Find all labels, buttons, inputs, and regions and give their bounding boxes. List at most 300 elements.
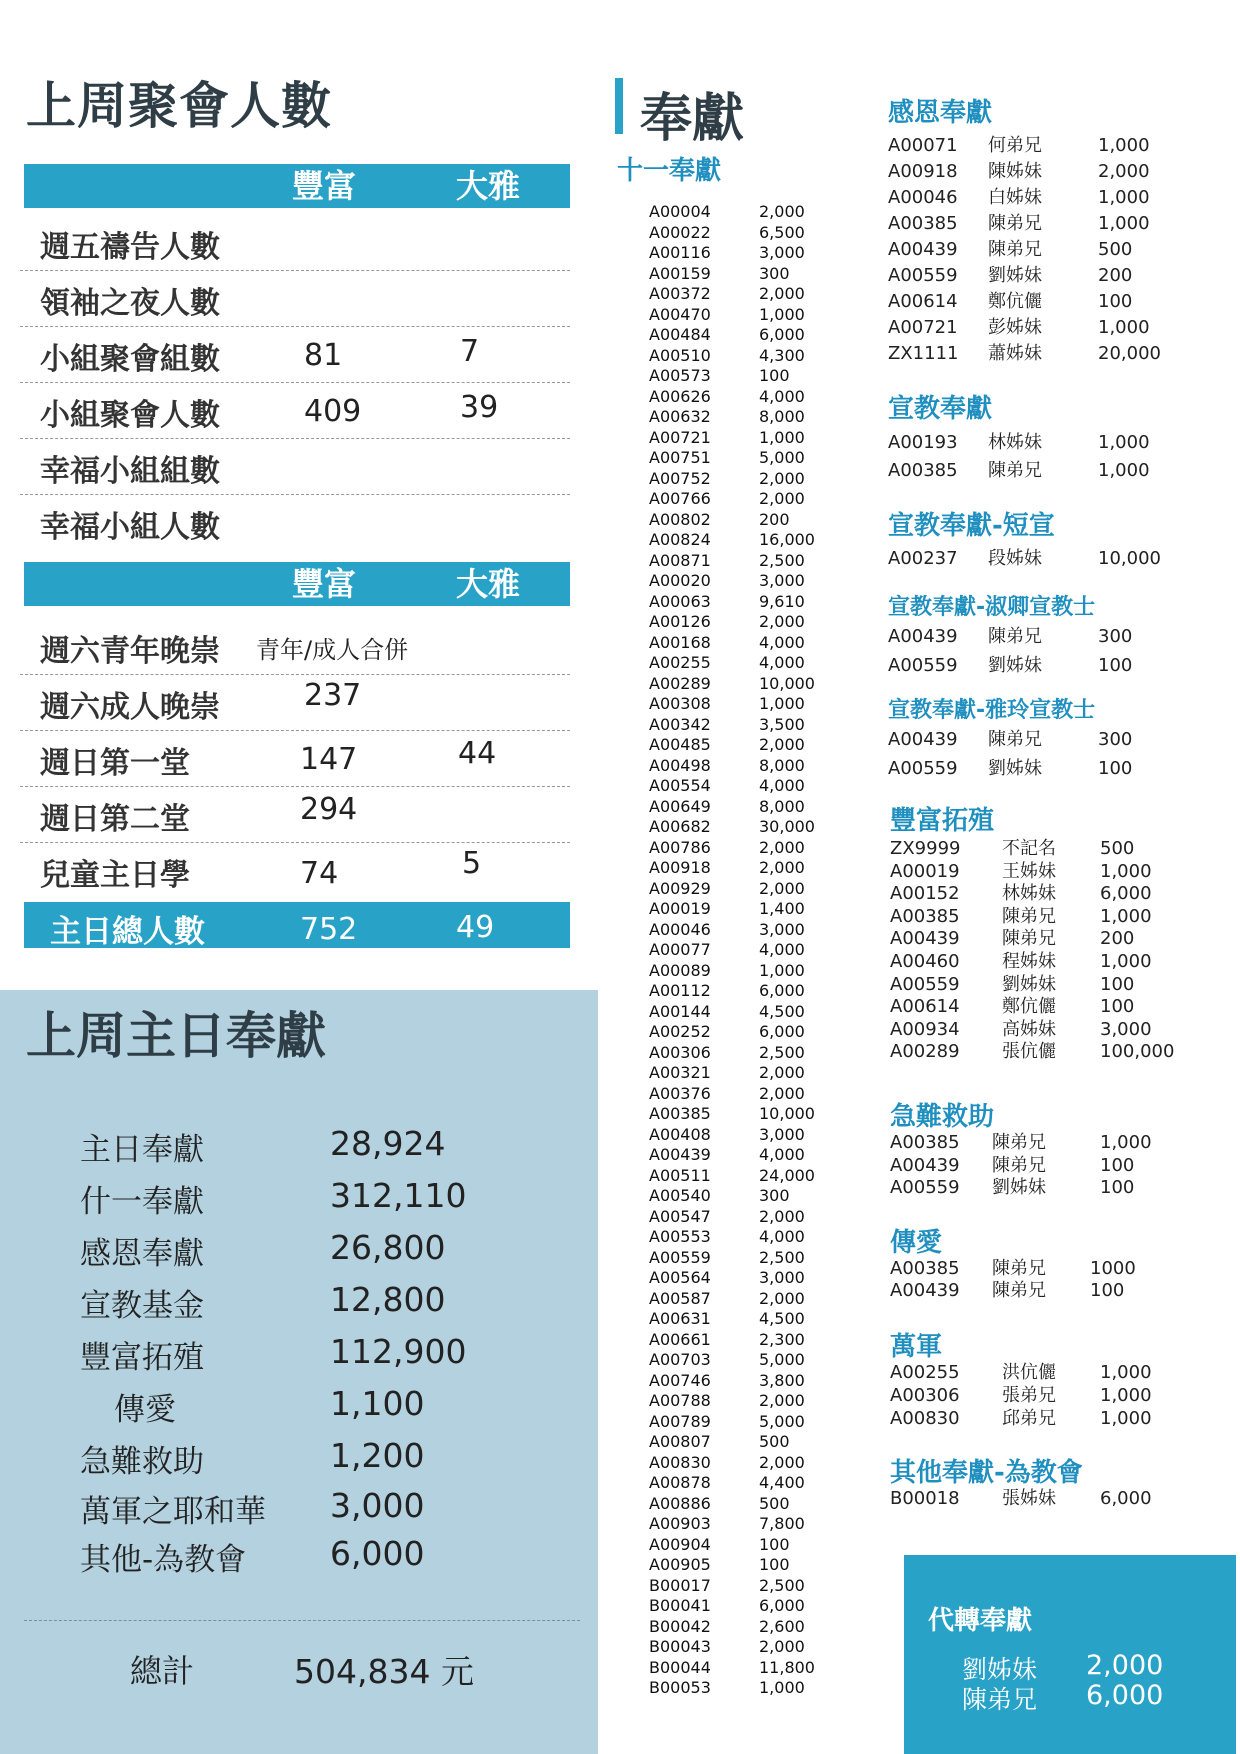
member-id: A00020: [649, 571, 711, 590]
summary-value: 1,100: [330, 1384, 425, 1423]
row-label: 週六成人晚崇: [40, 690, 220, 725]
summary-value: 6,000: [330, 1534, 425, 1573]
member-id: A00511: [649, 1165, 711, 1185]
amount: 3,800: [759, 1370, 805, 1390]
member-id: A00308: [649, 694, 711, 713]
row-label: 兒童主日學: [40, 858, 190, 893]
section-title-relief: 急難救助: [890, 1102, 995, 1132]
member-id: A00904: [649, 1534, 711, 1554]
summary-label: 其他-為教會: [80, 1542, 247, 1578]
amount: 1,400: [759, 899, 805, 918]
donation-row: [888, 187, 1188, 211]
summary-label: 傳愛: [114, 1392, 176, 1428]
member-id: B00017: [649, 1575, 711, 1595]
attendance-row: [20, 214, 570, 271]
member-id: A00807: [649, 1432, 711, 1451]
member-id: A00385: [890, 905, 960, 927]
summary-row: [80, 1384, 580, 1436]
section-title-thanks: 感恩奉獻: [888, 98, 993, 128]
donation-row: [890, 1408, 1190, 1432]
member-id: A00746: [649, 1370, 711, 1390]
amount: 4,000: [759, 653, 805, 672]
tithe-row: [649, 673, 815, 695]
member-id: A00721: [888, 317, 958, 338]
attendance-row: [20, 618, 570, 675]
amount: 7,800: [759, 1514, 805, 1533]
member-id: A00554: [649, 776, 711, 795]
amount: 1,000: [759, 694, 805, 713]
tithe-row: [649, 1227, 805, 1248]
amount: 3,500: [759, 714, 805, 734]
amount: 10,000: [759, 673, 815, 693]
amount: 11,800: [759, 1657, 815, 1677]
amount: 6,000: [759, 1022, 805, 1041]
member-id: A00439: [890, 1154, 960, 1176]
member-id: A00903: [649, 1514, 711, 1533]
summary-divider: [24, 1620, 580, 1621]
member-id: A00112: [649, 981, 711, 1000]
donation-row: [890, 928, 1190, 952]
member-id: A00802: [649, 509, 711, 529]
member-id: A00485: [649, 735, 711, 754]
donation-row: [890, 1362, 1190, 1386]
row-value-fengfu: 409: [304, 394, 362, 429]
amount: 16,000: [759, 530, 815, 549]
tithe-row: [649, 345, 805, 367]
tithe-row: [649, 304, 805, 326]
amount: 2,000: [759, 489, 805, 508]
member-id: A00255: [890, 1362, 960, 1383]
forwarded-row: [962, 1680, 1202, 1714]
section-title-church-plant: 豐富拓殖: [890, 806, 995, 836]
member-id: A00649: [649, 796, 711, 816]
donation-row: [888, 317, 1188, 341]
member-id: A00306: [649, 1042, 711, 1062]
amount: 8,000: [759, 796, 805, 816]
tithe-title: 十一奉獻: [617, 156, 722, 186]
summary-title: 上周主日奉獻: [26, 1007, 326, 1065]
tithe-row: [649, 1555, 799, 1576]
member-id: A00559: [890, 973, 960, 995]
tithe-row: [649, 468, 805, 490]
member-id: A00439: [890, 1280, 960, 1301]
member-id: A00540: [649, 1186, 711, 1205]
donor-name: 陳弟兄: [988, 460, 1042, 481]
donation-row: [890, 861, 1190, 885]
amount: 1,000: [1100, 1385, 1152, 1406]
amount: 2,300: [759, 1329, 805, 1349]
amount: 5,000: [759, 1411, 805, 1431]
amount: 2,000: [759, 878, 805, 898]
amount: 1,000: [759, 304, 805, 324]
donor-name: 陳弟兄: [992, 1154, 1046, 1176]
row-value-fengfu: 青年/成人合併: [256, 636, 409, 664]
donation-row: [890, 838, 1190, 862]
tithe-row: [649, 1165, 815, 1187]
tithe-row: [649, 1411, 805, 1433]
row-label: 領袖之夜人數: [40, 286, 220, 321]
member-id: A00046: [888, 187, 958, 208]
donation-row: [888, 265, 1188, 289]
amount: 100: [1098, 291, 1133, 312]
member-id: A00077: [649, 940, 711, 959]
row-value-daya: 39: [460, 390, 499, 425]
member-id: B00041: [649, 1596, 711, 1615]
member-id: A00046: [649, 919, 711, 939]
offering-accent-bar: [615, 78, 623, 134]
donation-row: [890, 1385, 1190, 1409]
row-label: 週五禱告人數: [40, 230, 220, 265]
tithe-row: [649, 837, 805, 859]
tithe-row: [649, 694, 805, 715]
col-fengfu: 豐富: [292, 167, 357, 205]
donor-name: 不記名: [1002, 838, 1056, 859]
member-id: A00306: [890, 1385, 960, 1406]
tithe-row: [649, 1268, 805, 1289]
donation-row: [890, 974, 1190, 998]
attendance-row: [20, 326, 570, 383]
amount: 4,000: [759, 776, 805, 795]
donation-row: [890, 996, 1190, 1020]
member-id: A00661: [649, 1329, 711, 1349]
summary-label: 宣教基金: [80, 1288, 204, 1324]
amount: 2,000: [759, 1452, 805, 1472]
amount: 100: [1098, 655, 1133, 676]
amount: 2,000: [759, 468, 805, 488]
summary-row: [80, 1436, 580, 1488]
amount: 4,000: [759, 386, 805, 406]
tithe-row: [649, 612, 805, 633]
amount: 2,000: [759, 612, 805, 631]
amount: 500: [1100, 838, 1135, 859]
donor-name: 劉姊妹: [988, 655, 1042, 676]
member-id: A00905: [649, 1555, 711, 1574]
amount: 1,000: [1100, 905, 1152, 927]
amount: 300: [1098, 626, 1133, 647]
amount: 2,000: [759, 1206, 805, 1226]
amount: 6,000: [759, 325, 805, 344]
tithe-row: [649, 530, 815, 551]
tithe-row: [649, 981, 805, 1002]
tithe-row: [649, 1042, 805, 1064]
section-title-mission-short: 宣教奉獻-短宣: [888, 511, 1055, 541]
attendance-title: 上周聚會人數: [26, 77, 332, 135]
amount: 500: [759, 1493, 790, 1513]
summary-value: 12,800: [330, 1280, 446, 1319]
amount: 100: [1090, 1280, 1125, 1301]
total-label: 主日總人數: [50, 914, 205, 950]
attendance-row: [20, 842, 570, 898]
amount: 2,000: [759, 1391, 805, 1410]
donation-row: [888, 135, 1188, 159]
amount: 1,000: [1100, 1362, 1152, 1383]
tithe-list: [649, 202, 815, 1699]
donor-name: 鄭伉儷: [1002, 996, 1056, 1018]
member-id: A00786: [649, 837, 711, 857]
donor-name: 張弟兄: [1002, 1385, 1056, 1406]
tithe-row: [649, 550, 805, 572]
amount: 1,000: [1100, 1408, 1152, 1429]
summary-row: [80, 1124, 580, 1176]
amount: 100: [759, 1555, 790, 1574]
tithe-row: [649, 284, 805, 305]
donor-name: 鄭伉儷: [988, 291, 1042, 312]
attendance-row: [20, 438, 570, 495]
tithe-row: [649, 1288, 805, 1310]
member-id: A00385: [890, 1258, 960, 1279]
tithe-row: [649, 591, 805, 613]
row-label: 幸福小組組數: [40, 454, 220, 489]
tithe-row: [649, 1309, 805, 1330]
member-id: A00559: [888, 758, 958, 779]
amount: 10,000: [1098, 548, 1161, 569]
tithe-row: [649, 1329, 805, 1351]
summary-row: [80, 1280, 580, 1332]
amount: 6,000: [759, 981, 805, 1000]
tithe-row: [649, 427, 805, 449]
member-id: A00752: [649, 468, 711, 488]
donation-row: [888, 626, 1188, 650]
member-id: A00830: [649, 1452, 711, 1472]
section-title-mission: 宣教奉獻: [888, 394, 993, 424]
tithe-row: [649, 776, 805, 797]
forwarded-name: 陳弟兄: [962, 1685, 1038, 1714]
amount: 3,000: [759, 1124, 805, 1144]
member-id: A00751: [649, 448, 711, 467]
member-id: A00460: [890, 951, 960, 972]
member-id: A00063: [649, 591, 711, 611]
col-daya: 大雅: [456, 565, 521, 603]
donor-name: 彭姊妹: [988, 317, 1042, 338]
member-id: A00559: [890, 1177, 960, 1198]
attendance-header-1: [24, 164, 570, 208]
row-value-daya: 5: [462, 846, 482, 881]
tithe-row: [649, 1432, 799, 1453]
summary-row: [80, 1332, 580, 1384]
member-id: A00559: [888, 265, 958, 286]
tithe-row: [649, 919, 805, 941]
tithe-row: [649, 714, 805, 736]
tithe-row: [649, 366, 799, 387]
row-label: 週日第一堂: [40, 746, 190, 781]
summary-value: 26,800: [330, 1228, 446, 1267]
member-id: A00573: [649, 366, 711, 385]
amount: 5,000: [759, 1350, 805, 1369]
forwarded-title: 代轉奉獻: [928, 1606, 1033, 1636]
row-label: 小組聚會人數: [40, 398, 220, 433]
donor-name: 白姊妹: [988, 187, 1042, 208]
summary-total-value: 504,834 元: [294, 1652, 474, 1691]
amount: 100: [759, 1534, 790, 1554]
member-id: A00152: [890, 883, 960, 905]
summary-value: 312,110: [330, 1176, 467, 1215]
tithe-row: [649, 940, 805, 961]
member-id: A00886: [649, 1493, 711, 1513]
summary-value: 112,900: [330, 1332, 467, 1371]
tithe-row: [649, 1247, 805, 1269]
col-fengfu: 豐富: [292, 565, 357, 603]
section-title-other: 其他奉獻-為教會: [890, 1458, 1083, 1488]
summary-row: [80, 1486, 580, 1538]
member-id: A00408: [649, 1124, 711, 1144]
donor-name: 陳弟兄: [988, 213, 1042, 234]
donor-name: 段姊妹: [988, 548, 1042, 569]
tithe-row: [649, 796, 805, 818]
member-id: A00766: [649, 489, 711, 508]
member-id: A00934: [890, 1018, 960, 1040]
member-id: A00004: [649, 202, 711, 221]
donation-row: [888, 655, 1188, 679]
donation-row: [890, 1041, 1190, 1065]
attendance-row: [20, 382, 570, 439]
tithe-row: [649, 1104, 815, 1125]
donor-name: 蕭姊妹: [988, 343, 1042, 364]
tithe-row: [649, 448, 805, 469]
tithe-row: [649, 1001, 805, 1023]
amount: 2,600: [759, 1616, 805, 1636]
member-id: A00385: [888, 213, 958, 234]
tithe-row: [649, 510, 799, 531]
donor-name: 劉姊妹: [988, 265, 1042, 286]
summary-value: 3,000: [330, 1486, 425, 1525]
tithe-row: [649, 858, 805, 879]
amount: 2,000: [1098, 161, 1150, 182]
member-id: A00547: [649, 1206, 711, 1226]
member-id: A00788: [649, 1391, 711, 1410]
row-value-fengfu: 81: [304, 338, 343, 373]
amount: 1,000: [1100, 1132, 1152, 1153]
donation-row: [888, 343, 1188, 367]
total-fengfu: 752: [300, 912, 358, 947]
total-daya: 49: [456, 910, 495, 945]
donor-name: 陳姊妹: [988, 161, 1042, 182]
amount: 3,000: [1100, 1018, 1152, 1040]
donation-row: [890, 1488, 1190, 1512]
tithe-row: [649, 653, 805, 674]
member-id: A00071: [888, 135, 958, 156]
amount: 300: [759, 263, 790, 283]
amount: 2,000: [759, 284, 805, 303]
donation-row: [890, 1280, 1190, 1304]
member-id: A00372: [649, 284, 711, 303]
donation-row: [888, 213, 1188, 237]
tithe-row: [649, 1186, 799, 1207]
amount: 2,000: [759, 1637, 805, 1656]
donation-row: [890, 951, 1190, 975]
donor-name: 劉姊妹: [1002, 973, 1056, 995]
attendance-row: [20, 494, 570, 550]
summary-label: 什一奉獻: [80, 1184, 204, 1220]
amount: 100: [1098, 758, 1133, 779]
donor-name: 陳弟兄: [992, 1280, 1046, 1301]
amount: 1,000: [1100, 951, 1152, 972]
amount: 6,000: [1100, 883, 1152, 905]
member-id: A00498: [649, 755, 711, 775]
member-id: A00116: [649, 243, 711, 262]
amount: 2,000: [759, 1288, 805, 1308]
member-id: A00321: [649, 1063, 711, 1082]
tithe-row: [649, 202, 805, 223]
amount: 2,500: [759, 550, 805, 570]
tithe-row: [649, 325, 805, 346]
tithe-row: [649, 878, 805, 900]
member-id: A00918: [888, 161, 958, 182]
donor-name: 陳弟兄: [992, 1258, 1046, 1279]
donation-row: [890, 1155, 1190, 1179]
tithe-row: [649, 571, 805, 592]
amount: 8,000: [759, 407, 805, 426]
member-id: A00237: [888, 548, 958, 569]
member-id: A00614: [888, 291, 958, 312]
tithe-row: [649, 1596, 805, 1617]
amount: 4,000: [759, 940, 805, 959]
donation-row: [890, 883, 1190, 907]
amount: 5,000: [759, 448, 805, 467]
tithe-row: [649, 1575, 805, 1597]
donor-name: 何弟兄: [988, 135, 1042, 156]
tithe-row: [649, 386, 805, 408]
attendance-total: [24, 902, 570, 948]
amount: 8,000: [759, 755, 805, 775]
row-value-fengfu: 237: [304, 678, 362, 713]
tithe-row: [649, 1678, 805, 1699]
amount: 30,000: [759, 817, 815, 836]
summary-value: 1,200: [330, 1436, 425, 1475]
member-id: A00559: [888, 655, 958, 676]
tithe-row: [649, 632, 805, 654]
tithe-row: [649, 1063, 805, 1084]
member-id: A00559: [649, 1247, 711, 1267]
donor-name: 陳弟兄: [988, 626, 1042, 647]
member-id: A00564: [649, 1268, 711, 1287]
member-id: A00510: [649, 345, 711, 365]
amount: 6,000: [1100, 1488, 1152, 1509]
donation-row: [890, 1019, 1190, 1043]
donor-name: 張伉儷: [1002, 1041, 1056, 1063]
attendance-row: [20, 674, 570, 731]
tithe-row: [649, 1494, 799, 1515]
tithe-row: [649, 489, 805, 510]
donor-name: 林姊妹: [1002, 883, 1056, 905]
tithe-row: [649, 1145, 805, 1166]
member-id: A00439: [888, 239, 958, 260]
tithe-row: [649, 1370, 805, 1392]
donor-name: 林姊妹: [988, 432, 1042, 453]
col-daya: 大雅: [456, 167, 521, 205]
donor-name: 劉姊妹: [988, 758, 1042, 779]
section-title-hosts: 萬軍: [890, 1332, 943, 1362]
member-id: A00385: [649, 1104, 711, 1123]
amount: 3,000: [759, 1268, 805, 1287]
member-id: A00439: [888, 729, 958, 750]
amount: 1,000: [1098, 432, 1150, 453]
row-value-fengfu: 74: [300, 856, 339, 891]
amount: 4,000: [759, 1227, 805, 1246]
member-id: A00019: [649, 899, 711, 918]
amount: 1000: [1090, 1258, 1136, 1279]
amount: 2,000: [759, 735, 805, 754]
tithe-row: [649, 1473, 805, 1494]
member-id: A00918: [649, 858, 711, 877]
amount: 2,500: [759, 1575, 805, 1595]
member-id: A00439: [890, 928, 960, 950]
member-id: A00159: [649, 263, 711, 283]
member-id: B00042: [649, 1616, 711, 1636]
member-id: A00385: [888, 460, 958, 481]
member-id: A00144: [649, 1001, 711, 1021]
amount: 200: [1098, 265, 1133, 286]
donor-name: 劉姊妹: [992, 1177, 1046, 1198]
